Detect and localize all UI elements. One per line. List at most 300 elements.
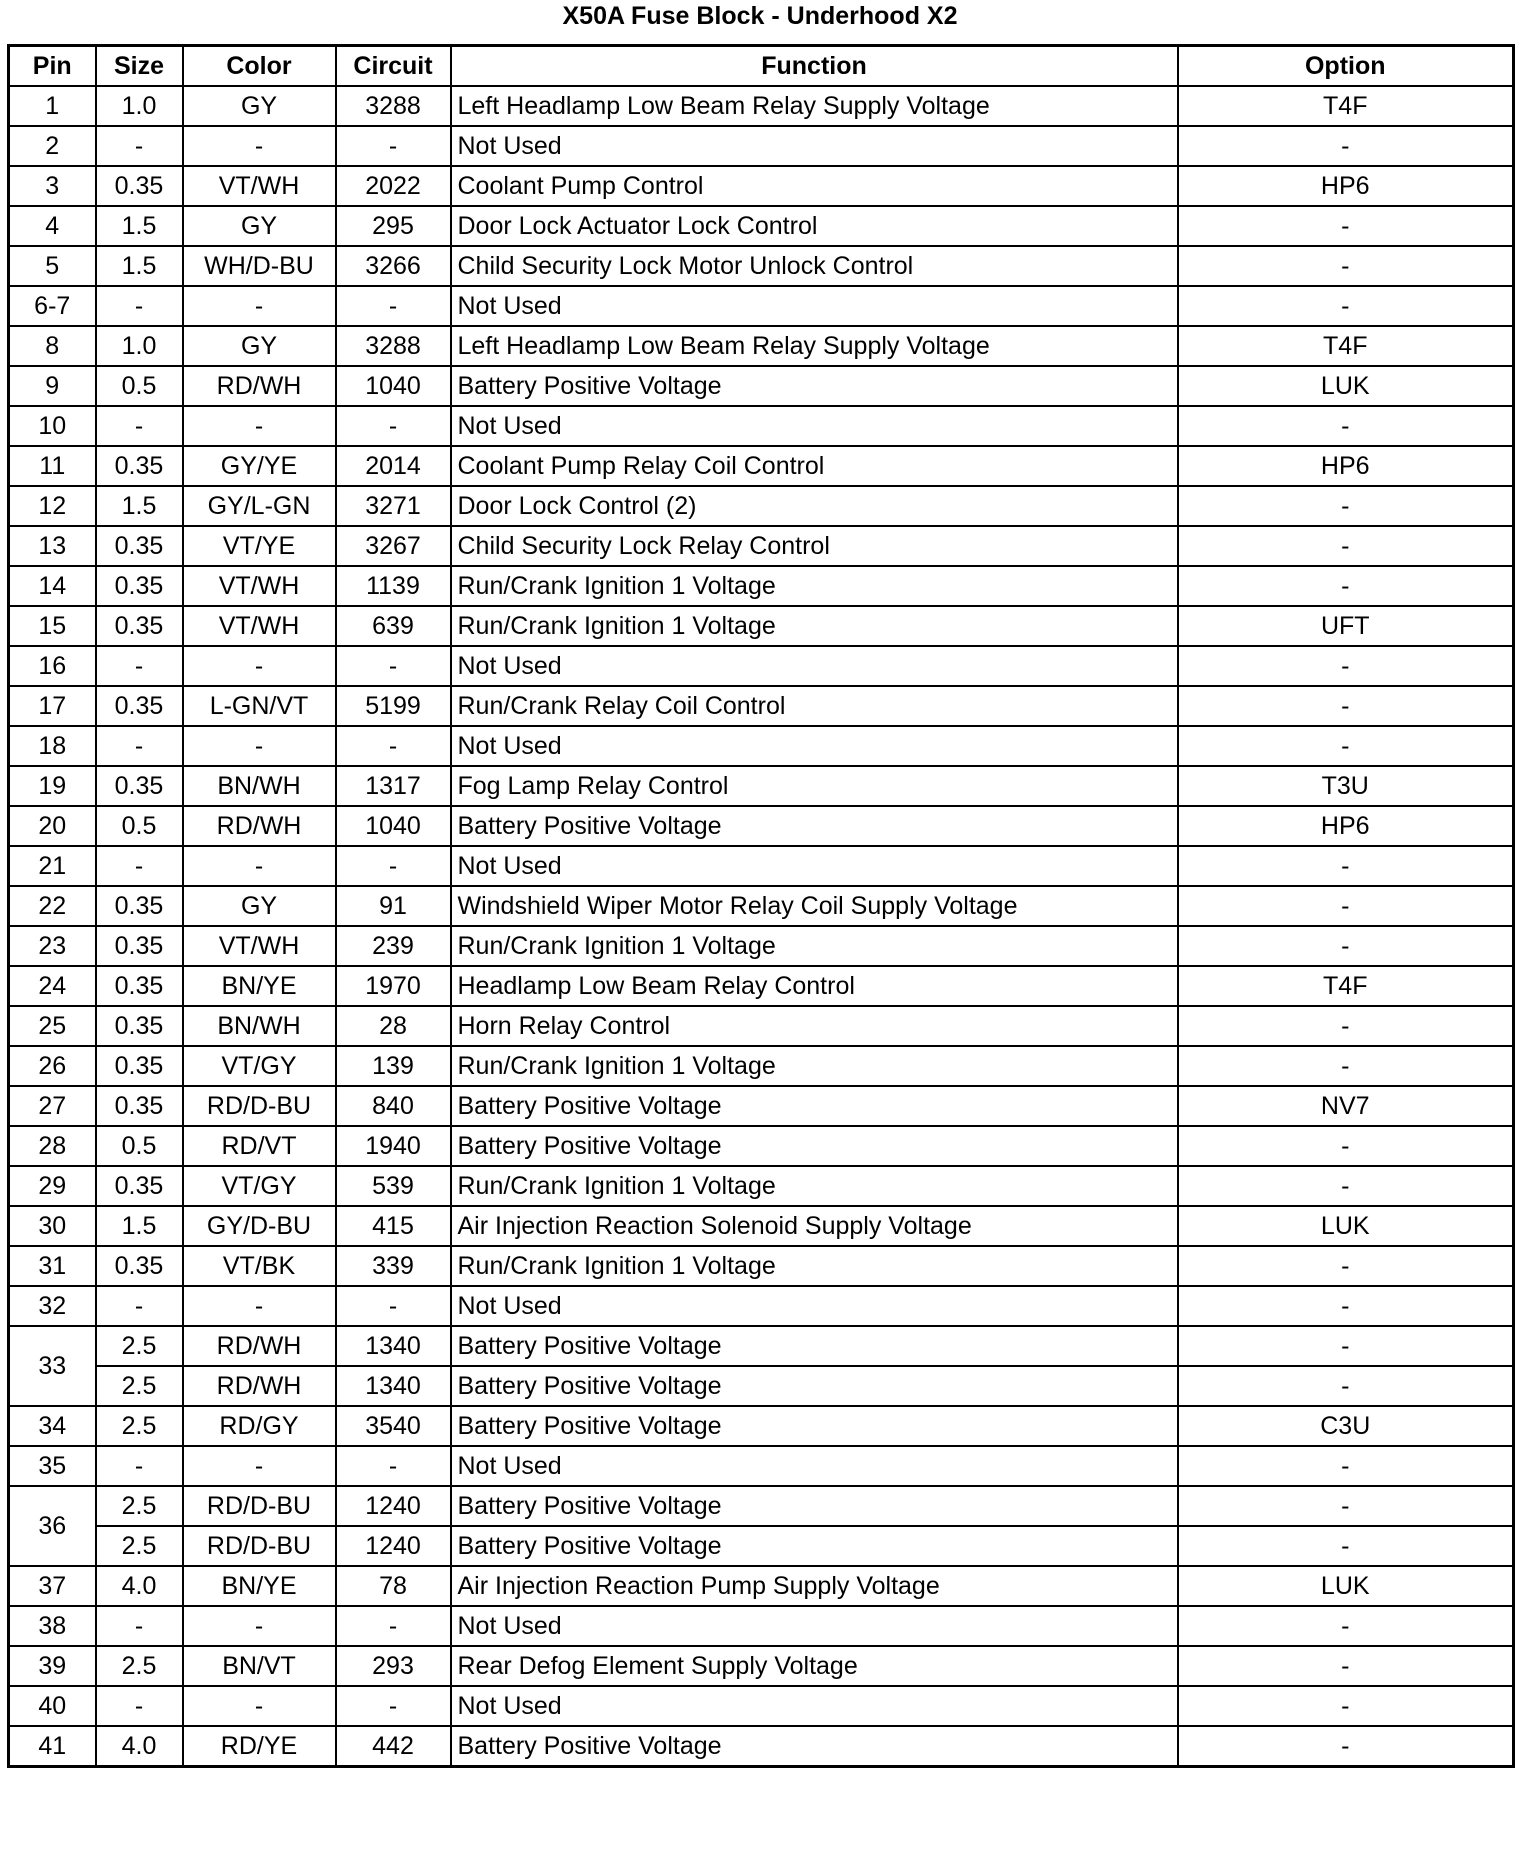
table-row	[9, 1006, 1514, 1046]
table-row	[9, 406, 1514, 446]
table-row	[9, 1366, 1514, 1406]
table-row	[9, 206, 1514, 246]
cell-option: -	[1178, 886, 1514, 926]
cell-circuit: 1340	[336, 1326, 451, 1366]
cell-size: 4.0	[96, 1566, 183, 1606]
cell-size: 0.35	[96, 166, 183, 206]
cell-function: Battery Positive Voltage	[451, 1126, 1178, 1166]
cell-option: -	[1178, 846, 1514, 886]
cell-circuit: 293	[336, 1646, 451, 1686]
cell-pin: 12	[9, 486, 96, 526]
table-row	[9, 886, 1514, 926]
cell-pin: 18	[9, 726, 96, 766]
cell-function: Run/Crank Relay Coil Control	[451, 686, 1178, 726]
cell-circuit: -	[336, 286, 451, 326]
cell-option: NV7	[1178, 1086, 1514, 1126]
cell-color: GY	[183, 326, 336, 366]
cell-color: VT/WH	[183, 926, 336, 966]
cell-function: Windshield Wiper Motor Relay Coil Supply Voltage	[451, 886, 1178, 926]
cell-pin: 16	[9, 646, 96, 686]
table-row	[9, 446, 1514, 486]
cell-color: GY	[183, 886, 336, 926]
cell-option: -	[1178, 1326, 1514, 1366]
cell-color: RD/VT	[183, 1126, 336, 1166]
cell-function: Child Security Lock Relay Control	[451, 526, 1178, 566]
cell-function: Not Used	[451, 1286, 1178, 1326]
cell-option: -	[1178, 1366, 1514, 1406]
cell-color: VT/BK	[183, 1246, 336, 1286]
header-function: Function	[451, 46, 1178, 87]
table-row	[9, 926, 1514, 966]
table-row	[9, 126, 1514, 166]
cell-function: Not Used	[451, 1606, 1178, 1646]
table-row	[9, 1686, 1514, 1726]
cell-pin: 4	[9, 206, 96, 246]
cell-function: Door Lock Actuator Lock Control	[451, 206, 1178, 246]
cell-color: VT/WH	[183, 566, 336, 606]
cell-color: GY	[183, 206, 336, 246]
table-row	[9, 1726, 1514, 1767]
cell-size: 0.35	[96, 566, 183, 606]
cell-color: -	[183, 406, 336, 446]
pinout-table	[7, 44, 1515, 1768]
cell-option: -	[1178, 1446, 1514, 1486]
table-row	[9, 1166, 1514, 1206]
cell-circuit: 1240	[336, 1526, 451, 1566]
cell-pin: 38	[9, 1606, 96, 1646]
table-row	[9, 1286, 1514, 1326]
table-row	[9, 1246, 1514, 1286]
cell-circuit: 840	[336, 1086, 451, 1126]
cell-size: -	[96, 1606, 183, 1646]
cell-function: Not Used	[451, 286, 1178, 326]
table-row	[9, 1486, 1514, 1526]
cell-color: RD/WH	[183, 1366, 336, 1406]
table-row	[9, 686, 1514, 726]
table-row	[9, 526, 1514, 566]
cell-function: Not Used	[451, 726, 1178, 766]
cell-option: -	[1178, 1046, 1514, 1086]
cell-function: Battery Positive Voltage	[451, 1406, 1178, 1446]
cell-color: RD/YE	[183, 1726, 336, 1767]
table-header-row	[9, 46, 1514, 87]
cell-pin: 37	[9, 1566, 96, 1606]
cell-size: 0.35	[96, 766, 183, 806]
table-row	[9, 246, 1514, 286]
cell-option: LUK	[1178, 1566, 1514, 1606]
cell-color: GY	[183, 86, 336, 126]
cell-function: Run/Crank Ignition 1 Voltage	[451, 606, 1178, 646]
cell-size: -	[96, 406, 183, 446]
cell-color: VT/WH	[183, 606, 336, 646]
cell-size: 0.35	[96, 526, 183, 566]
cell-size: 1.5	[96, 246, 183, 286]
cell-circuit: 3540	[336, 1406, 451, 1446]
table-row	[9, 1566, 1514, 1606]
cell-option: -	[1178, 1686, 1514, 1726]
table-row	[9, 326, 1514, 366]
cell-size: 0.35	[96, 966, 183, 1006]
cell-size: 2.5	[96, 1486, 183, 1526]
cell-circuit: -	[336, 1446, 451, 1486]
cell-circuit: 442	[336, 1726, 451, 1767]
cell-size: -	[96, 286, 183, 326]
cell-pin: 22	[9, 886, 96, 926]
cell-circuit: 415	[336, 1206, 451, 1246]
cell-function: Battery Positive Voltage	[451, 1086, 1178, 1126]
cell-color: VT/GY	[183, 1046, 336, 1086]
cell-function: Air Injection Reaction Pump Supply Voltage	[451, 1566, 1178, 1606]
table-row	[9, 766, 1514, 806]
cell-option: UFT	[1178, 606, 1514, 646]
table-row	[9, 1606, 1514, 1646]
cell-pin: 27	[9, 1086, 96, 1126]
cell-color: BN/YE	[183, 966, 336, 1006]
cell-circuit: 5199	[336, 686, 451, 726]
cell-option: T4F	[1178, 86, 1514, 126]
cell-option: -	[1178, 1006, 1514, 1046]
cell-size: 2.5	[96, 1526, 183, 1566]
cell-option: HP6	[1178, 806, 1514, 846]
cell-size: 0.35	[96, 886, 183, 926]
cell-pin: 41	[9, 1726, 96, 1767]
cell-circuit: -	[336, 846, 451, 886]
table-row	[9, 286, 1514, 326]
table-row	[9, 1526, 1514, 1566]
cell-size: 2.5	[96, 1326, 183, 1366]
table-row	[9, 726, 1514, 766]
cell-color: RD/D-BU	[183, 1486, 336, 1526]
cell-circuit: 139	[336, 1046, 451, 1086]
cell-color: RD/WH	[183, 806, 336, 846]
cell-size: 0.5	[96, 366, 183, 406]
cell-color: -	[183, 726, 336, 766]
header-option: Option	[1178, 46, 1514, 87]
cell-pin: 8	[9, 326, 96, 366]
cell-circuit: 78	[336, 1566, 451, 1606]
cell-color: GY/L-GN	[183, 486, 336, 526]
cell-circuit: 2014	[336, 446, 451, 486]
cell-option: -	[1178, 726, 1514, 766]
cell-circuit: 295	[336, 206, 451, 246]
cell-circuit: -	[336, 1606, 451, 1646]
cell-function: Left Headlamp Low Beam Relay Supply Voltage	[451, 86, 1178, 126]
table-row	[9, 1046, 1514, 1086]
cell-pin: 40	[9, 1686, 96, 1726]
table-row	[9, 1086, 1514, 1126]
cell-size: -	[96, 126, 183, 166]
cell-option: -	[1178, 566, 1514, 606]
header-circuit: Circuit	[336, 46, 451, 87]
cell-option: T4F	[1178, 326, 1514, 366]
cell-pin: 23	[9, 926, 96, 966]
cell-function: Rear Defog Element Supply Voltage	[451, 1646, 1178, 1686]
cell-circuit: -	[336, 646, 451, 686]
cell-option: -	[1178, 526, 1514, 566]
cell-function: Run/Crank Ignition 1 Voltage	[451, 566, 1178, 606]
cell-pin: 14	[9, 566, 96, 606]
cell-function: Battery Positive Voltage	[451, 366, 1178, 406]
cell-color: RD/WH	[183, 366, 336, 406]
cell-circuit: 91	[336, 886, 451, 926]
cell-color: BN/YE	[183, 1566, 336, 1606]
cell-size: 2.5	[96, 1366, 183, 1406]
cell-circuit: 3288	[336, 326, 451, 366]
cell-function: Air Injection Reaction Solenoid Supply Voltage	[451, 1206, 1178, 1246]
cell-option: -	[1178, 286, 1514, 326]
cell-pin: 25	[9, 1006, 96, 1046]
cell-pin: 29	[9, 1166, 96, 1206]
cell-color: VT/WH	[183, 166, 336, 206]
cell-pin: 5	[9, 246, 96, 286]
cell-circuit: 539	[336, 1166, 451, 1206]
table-body	[9, 86, 1514, 1767]
cell-function: Not Used	[451, 1686, 1178, 1726]
cell-size: 0.35	[96, 1006, 183, 1046]
table-row	[9, 846, 1514, 886]
header-size: Size	[96, 46, 183, 87]
cell-pin: 19	[9, 766, 96, 806]
cell-option: -	[1178, 246, 1514, 286]
cell-circuit: 239	[336, 926, 451, 966]
cell-pin: 9	[9, 366, 96, 406]
cell-size: 0.35	[96, 606, 183, 646]
cell-color: GY/YE	[183, 446, 336, 486]
cell-option: HP6	[1178, 166, 1514, 206]
cell-function: Headlamp Low Beam Relay Control	[451, 966, 1178, 1006]
table-row	[9, 966, 1514, 1006]
cell-pin: 10	[9, 406, 96, 446]
cell-circuit: 1940	[336, 1126, 451, 1166]
page-title: X50A Fuse Block - Underhood X2	[562, 2, 958, 30]
cell-function: Coolant Pump Control	[451, 166, 1178, 206]
table-row	[9, 1446, 1514, 1486]
cell-function: Not Used	[451, 646, 1178, 686]
cell-function: Battery Positive Voltage	[451, 1366, 1178, 1406]
cell-pin: 31	[9, 1246, 96, 1286]
cell-option: -	[1178, 686, 1514, 726]
cell-circuit: 1139	[336, 566, 451, 606]
cell-pin: 36	[9, 1486, 96, 1566]
cell-option: -	[1178, 1126, 1514, 1166]
cell-circuit: 339	[336, 1246, 451, 1286]
cell-pin: 34	[9, 1406, 96, 1446]
cell-function: Run/Crank Ignition 1 Voltage	[451, 1046, 1178, 1086]
cell-function: Battery Positive Voltage	[451, 806, 1178, 846]
cell-option: -	[1178, 1166, 1514, 1206]
table-row	[9, 486, 1514, 526]
cell-option: -	[1178, 1486, 1514, 1526]
cell-function: Not Used	[451, 846, 1178, 886]
cell-size: 1.0	[96, 86, 183, 126]
cell-size: 1.5	[96, 206, 183, 246]
cell-color: -	[183, 1446, 336, 1486]
table-row	[9, 366, 1514, 406]
cell-function: Horn Relay Control	[451, 1006, 1178, 1046]
cell-circuit: 3266	[336, 246, 451, 286]
cell-pin: 24	[9, 966, 96, 1006]
cell-option: -	[1178, 1606, 1514, 1646]
cell-circuit: -	[336, 1686, 451, 1726]
cell-color: RD/D-BU	[183, 1526, 336, 1566]
cell-color: RD/GY	[183, 1406, 336, 1446]
cell-circuit: -	[336, 726, 451, 766]
table-row	[9, 646, 1514, 686]
cell-circuit: -	[336, 126, 451, 166]
cell-option: -	[1178, 406, 1514, 446]
table-row	[9, 806, 1514, 846]
table-row	[9, 566, 1514, 606]
cell-pin: 6-7	[9, 286, 96, 326]
cell-pin: 15	[9, 606, 96, 646]
cell-circuit: 639	[336, 606, 451, 646]
cell-option: -	[1178, 1646, 1514, 1686]
cell-size: 0.5	[96, 1126, 183, 1166]
cell-circuit: 1040	[336, 806, 451, 846]
cell-size: 0.35	[96, 926, 183, 966]
cell-circuit: 1340	[336, 1366, 451, 1406]
cell-function: Run/Crank Ignition 1 Voltage	[451, 1166, 1178, 1206]
cell-size: 2.5	[96, 1646, 183, 1686]
cell-color: VT/YE	[183, 526, 336, 566]
cell-pin: 33	[9, 1326, 96, 1406]
cell-color: -	[183, 126, 336, 166]
cell-color: GY/D-BU	[183, 1206, 336, 1246]
cell-function: Battery Positive Voltage	[451, 1326, 1178, 1366]
cell-color: BN/WH	[183, 1006, 336, 1046]
cell-circuit: 28	[336, 1006, 451, 1046]
cell-circuit: 3288	[336, 86, 451, 126]
cell-circuit: -	[336, 406, 451, 446]
table-row	[9, 1406, 1514, 1446]
cell-pin: 26	[9, 1046, 96, 1086]
cell-color: RD/WH	[183, 1326, 336, 1366]
cell-size: -	[96, 1686, 183, 1726]
table-row	[9, 1646, 1514, 1686]
cell-option: HP6	[1178, 446, 1514, 486]
cell-option: -	[1178, 646, 1514, 686]
cell-size: 1.5	[96, 1206, 183, 1246]
cell-size: -	[96, 846, 183, 886]
cell-color: RD/D-BU	[183, 1086, 336, 1126]
cell-pin: 20	[9, 806, 96, 846]
cell-color: -	[183, 1686, 336, 1726]
cell-option: -	[1178, 1246, 1514, 1286]
table-row	[9, 86, 1514, 126]
cell-size: -	[96, 1286, 183, 1326]
cell-pin: 21	[9, 846, 96, 886]
cell-option: LUK	[1178, 1206, 1514, 1246]
cell-size: -	[96, 646, 183, 686]
cell-color: WH/D-BU	[183, 246, 336, 286]
cell-color: BN/WH	[183, 766, 336, 806]
cell-option: -	[1178, 1726, 1514, 1767]
cell-size: 0.5	[96, 806, 183, 846]
cell-pin: 2	[9, 126, 96, 166]
cell-color: -	[183, 1606, 336, 1646]
cell-color: -	[183, 1286, 336, 1326]
table-row	[9, 1326, 1514, 1366]
cell-size: -	[96, 726, 183, 766]
cell-option: -	[1178, 1526, 1514, 1566]
cell-function: Not Used	[451, 1446, 1178, 1486]
cell-option: T3U	[1178, 766, 1514, 806]
cell-option: -	[1178, 926, 1514, 966]
cell-pin: 11	[9, 446, 96, 486]
cell-color: L-GN/VT	[183, 686, 336, 726]
cell-color: -	[183, 646, 336, 686]
cell-pin: 35	[9, 1446, 96, 1486]
table-row	[9, 1126, 1514, 1166]
cell-option: -	[1178, 486, 1514, 526]
cell-pin: 13	[9, 526, 96, 566]
cell-option: C3U	[1178, 1406, 1514, 1446]
cell-circuit: -	[336, 1286, 451, 1326]
cell-pin: 1	[9, 86, 96, 126]
cell-size: 0.35	[96, 686, 183, 726]
cell-function: Door Lock Control (2)	[451, 486, 1178, 526]
cell-size: 1.0	[96, 326, 183, 366]
cell-option: T4F	[1178, 966, 1514, 1006]
cell-option: -	[1178, 1286, 1514, 1326]
table-row	[9, 606, 1514, 646]
cell-function: Fog Lamp Relay Control	[451, 766, 1178, 806]
cell-option: -	[1178, 126, 1514, 166]
cell-size: 0.35	[96, 1166, 183, 1206]
cell-function: Not Used	[451, 126, 1178, 166]
cell-pin: 39	[9, 1646, 96, 1686]
cell-size: -	[96, 1446, 183, 1486]
cell-color: -	[183, 846, 336, 886]
cell-size: 0.35	[96, 1086, 183, 1126]
cell-size: 0.35	[96, 1246, 183, 1286]
cell-function: Child Security Lock Motor Unlock Control	[451, 246, 1178, 286]
cell-circuit: 3267	[336, 526, 451, 566]
cell-function: Not Used	[451, 406, 1178, 446]
cell-pin: 17	[9, 686, 96, 726]
cell-function: Left Headlamp Low Beam Relay Supply Voltage	[451, 326, 1178, 366]
cell-size: 4.0	[96, 1726, 183, 1767]
cell-option: LUK	[1178, 366, 1514, 406]
cell-circuit: 2022	[336, 166, 451, 206]
cell-size: 1.5	[96, 486, 183, 526]
cell-circuit: 3271	[336, 486, 451, 526]
cell-circuit: 1240	[336, 1486, 451, 1526]
cell-circuit: 1970	[336, 966, 451, 1006]
cell-circuit: 1317	[336, 766, 451, 806]
cell-function: Run/Crank Ignition 1 Voltage	[451, 1246, 1178, 1286]
cell-color: VT/GY	[183, 1166, 336, 1206]
cell-size: 0.35	[96, 446, 183, 486]
cell-function: Battery Positive Voltage	[451, 1486, 1178, 1526]
table-row	[9, 1206, 1514, 1246]
cell-size: 0.35	[96, 1046, 183, 1086]
cell-color: -	[183, 286, 336, 326]
table-row	[9, 166, 1514, 206]
cell-pin: 28	[9, 1126, 96, 1166]
cell-pin: 30	[9, 1206, 96, 1246]
header-color: Color	[183, 46, 336, 87]
cell-size: 2.5	[96, 1406, 183, 1446]
cell-function: Battery Positive Voltage	[451, 1526, 1178, 1566]
cell-function: Coolant Pump Relay Coil Control	[451, 446, 1178, 486]
header-pin: Pin	[9, 46, 96, 87]
cell-function: Run/Crank Ignition 1 Voltage	[451, 926, 1178, 966]
cell-function: Battery Positive Voltage	[451, 1726, 1178, 1767]
cell-pin: 3	[9, 166, 96, 206]
cell-option: -	[1178, 206, 1514, 246]
cell-pin: 32	[9, 1286, 96, 1326]
